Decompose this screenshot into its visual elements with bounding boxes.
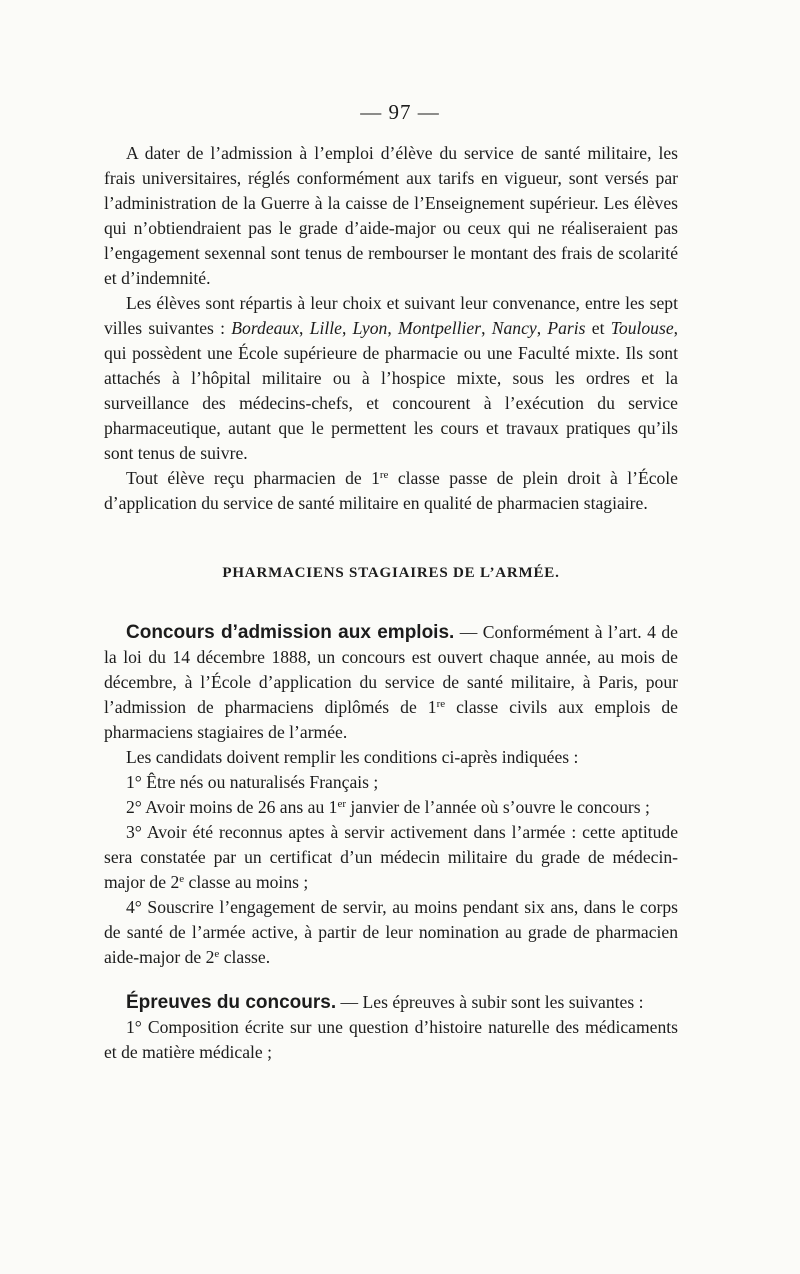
ordinal-suffix: e bbox=[214, 948, 220, 960]
ordinal-suffix: e bbox=[179, 873, 185, 885]
separator: , bbox=[341, 318, 353, 338]
text-run: — Les épreuves à subir sont les suivantes : bbox=[336, 992, 644, 1012]
city-name: Toulouse bbox=[610, 318, 674, 338]
text-run: Tout élève reçu pharmacien de 1 bbox=[126, 468, 380, 488]
text-run: 2° Avoir moins de 26 ans au 1 bbox=[126, 797, 338, 817]
text-run: 3° Avoir été reconnus aptes à servir activement dans l’armée : cette aptitude sera constatée par un certificat d’un médecin militaire du grade de médecin-major de 2 bbox=[104, 822, 678, 892]
cities-rest: , qui possèdent une École supérieure de pharmacie ou une Faculté mixte. Ils sont attachés à l’hôpital militaire ou à l’hospice mixte, sous les ordres et la surveillance des médecins-chefs, et concourent à l’exécution du service pharmaceutique, autant que le permettent les cours et travaux pratiques qu’ils sont tenus de suivre. bbox=[104, 318, 679, 463]
text-run: — Conformément à l’art. 4 de la loi du 14 décembre 1888, un concours est ouvert chaque année, au mois de décembre, à l’École d’application du service de santé militaire, à Paris, pour l’admission de pharmaciens diplômés de 1 bbox=[104, 622, 678, 717]
text-run: classe au moins ; bbox=[184, 872, 309, 892]
run-in-heading: Épreuves du concours. bbox=[126, 992, 337, 1013]
cities-intro: Les élèves sont répartis à leur choix et suivant leur convenance, entre les sept villes suivantes : bbox=[104, 293, 678, 338]
text-run: classe. bbox=[219, 947, 271, 967]
ordinal-suffix: re bbox=[436, 698, 446, 710]
condition-item bbox=[104, 795, 678, 820]
epreuve-item: 1° Composition écrite sur une question d’histoire naturelle des médicaments et de matière médicale ; bbox=[104, 1017, 678, 1062]
paragraph-concours bbox=[104, 620, 678, 745]
conditions-intro: Les candidats doivent remplir les conditions ci-après indiquées : bbox=[126, 747, 579, 767]
paragraph-first-class bbox=[104, 466, 678, 516]
text-run: classe passe de plein droit à l’École d’application du service de santé militaire en qualité de pharmacien stagiaire. bbox=[104, 468, 678, 513]
separator: et bbox=[585, 318, 611, 338]
page-number: — 97 — bbox=[360, 100, 440, 124]
city-name: Nancy bbox=[491, 318, 537, 338]
body-text bbox=[104, 141, 678, 1065]
city-name: Paris bbox=[547, 318, 586, 338]
text-run: janvier de l’année où s’ouvre le concours ; bbox=[346, 797, 650, 817]
separator: , bbox=[387, 318, 398, 338]
separator: , bbox=[299, 318, 310, 338]
condition-item bbox=[104, 895, 678, 970]
city-name: Lille bbox=[309, 318, 342, 338]
text-run: classe civils aux emplois de pharmaciens stagiaires de l’armée. bbox=[104, 697, 678, 742]
section-heading: PHARMACIENS STAGIAIRES DE L’ARMÉE. bbox=[222, 565, 560, 581]
ordinal-suffix: er bbox=[337, 798, 347, 810]
separator: , bbox=[536, 318, 548, 338]
city-name: Lyon bbox=[352, 318, 388, 338]
paragraph-cities bbox=[104, 291, 678, 466]
run-in-heading: Concours d’admission aux emplois. bbox=[126, 622, 455, 643]
city-name: Montpellier bbox=[397, 318, 482, 338]
ordinal-suffix: re bbox=[379, 469, 389, 481]
city-name: Bordeaux bbox=[231, 318, 300, 338]
paragraph-epreuves bbox=[104, 990, 678, 1015]
separator: , bbox=[481, 318, 492, 338]
condition-item: 1° Être nés ou naturalisés Français ; bbox=[126, 772, 379, 792]
paragraph-tuition-fees: A dater de l’admission à l’emploi d’élève du service de santé militaire, les frais universitaires, réglés conformément aux tarifs en vigueur, sont versés par l’administration de la Guerre à la caisse de l’Enseignement supérieur. Les élèves qui n’obtiendraient pas le grade d’aide-major ou ceux qui ne réaliseraient pas l’engagement sexennal sont tenus de rembourser le montant des frais de scolarité et d’indemnité. bbox=[104, 143, 678, 288]
text-run: 4° Souscrire l’engagement de servir, au moins pendant six ans, dans le corps de santé de l’armée active, à partir de leur nomination au grade de pharmacien aide-major de 2 bbox=[104, 897, 678, 967]
condition-item bbox=[104, 820, 678, 895]
spacer bbox=[104, 970, 678, 990]
